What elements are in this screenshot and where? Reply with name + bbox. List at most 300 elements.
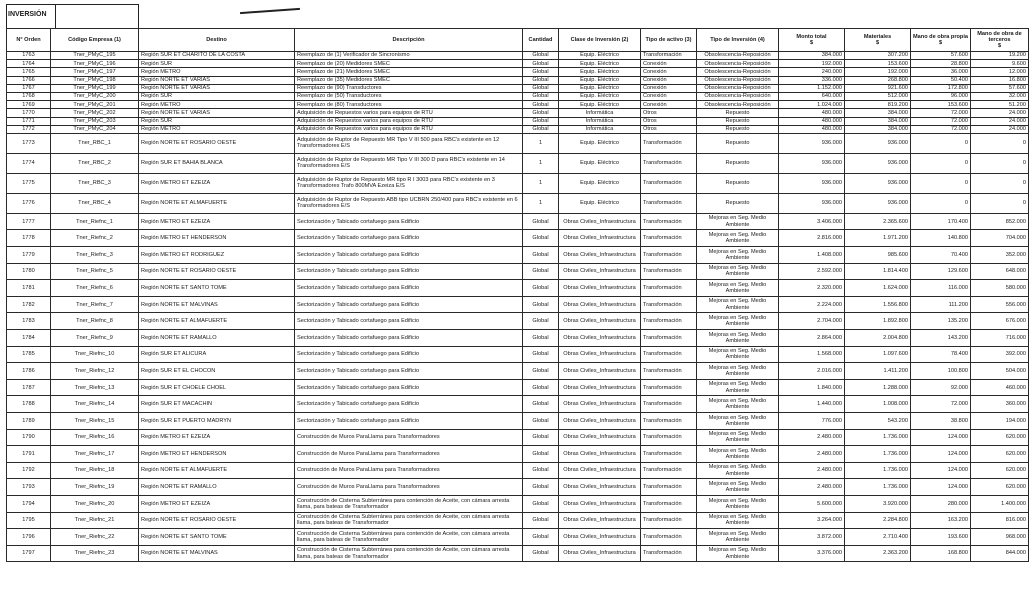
table-cell: Región NORTE ET VARIAS	[139, 109, 295, 117]
table-cell: Sectorización y Tabicado cortafuego para Edificio	[295, 363, 523, 380]
table-cell: 819.200	[845, 101, 911, 109]
table-cell: Tner_PMyC_203	[51, 117, 139, 125]
table-cell: Global	[523, 230, 559, 247]
table-cell: Equip. Eléctrico	[559, 133, 641, 153]
column-header-label: Mano de obra de terceros	[977, 30, 1022, 43]
table-row	[7, 512, 1029, 529]
table-cell: Transformación	[641, 247, 697, 264]
table-cell: 24.000	[971, 117, 1029, 125]
table-cell: Región NORTE ET MALVINAS	[139, 296, 295, 313]
table-cell: Adquisición de Ruptor de Repuesto MR Tipo V III 300 D para RBC's existente en 14 Transformadores E/S	[295, 153, 523, 173]
table-cell: 1.152.000	[779, 84, 845, 92]
table-cell: 921.600	[845, 84, 911, 92]
table-cell: Transformación	[641, 193, 697, 213]
table-cell: Construcción de Muros ParaLlama para Transformadores	[295, 429, 523, 446]
column-header-unit: $	[809, 40, 814, 46]
table-cell: 2.592.000	[779, 263, 845, 280]
table-cell: 2.480.000	[779, 429, 845, 446]
table-cell: 153.600	[845, 60, 911, 68]
table-cell: Mejoras en Seg. Medio Ambiente	[697, 379, 779, 396]
table-cell: 32.000	[971, 92, 1029, 100]
table-cell: 2.864.000	[779, 330, 845, 347]
table-cell: 1777	[7, 213, 51, 230]
table-row	[7, 462, 1029, 479]
column-header-label: Código Empresa (1)	[68, 36, 121, 43]
table-cell: 135.200	[911, 313, 971, 330]
table-cell: Región SUR ET CHOELE CHOEL	[139, 379, 295, 396]
table-cell: Transformación	[641, 529, 697, 546]
table-cell: Tner_Riefnc_8	[51, 313, 139, 330]
table-cell: Adquisición de Ruptor de Repuesto MR Tipo V III 500 para RBC's existente en 12 Transformadores E/S	[295, 133, 523, 153]
table-cell: 1770	[7, 109, 51, 117]
table-cell: 57.600	[971, 84, 1029, 92]
table-cell: 2.710.400	[845, 529, 911, 546]
table-cell: Región SUR	[139, 60, 295, 68]
table-cell: 1774	[7, 153, 51, 173]
table-cell: 620.000	[971, 446, 1029, 463]
table-cell: 16.800	[971, 76, 1029, 84]
table-cell: Sectorización y Tabicado cortafuego para Edificio	[295, 280, 523, 297]
table-cell: Tner_Riefnc_1	[51, 213, 139, 230]
table-cell: Región NORTE ET VARIAS	[139, 76, 295, 84]
column-header	[559, 29, 641, 52]
table-cell: Mejoras en Seg. Medio Ambiente	[697, 213, 779, 230]
table-cell: Transformación	[641, 396, 697, 413]
table-cell: 168.800	[911, 545, 971, 562]
table-cell: Región METRO	[139, 125, 295, 133]
table-cell: Transformación	[641, 213, 697, 230]
table-cell: 1.840.000	[779, 379, 845, 396]
column-header-label: Destino	[206, 36, 227, 43]
table-cell: Reemplazo de (50) Transductores	[295, 92, 523, 100]
table-cell: Sectorización y Tabicado cortafuego para Edificio	[295, 330, 523, 347]
table-cell: Tner_Riefnc_23	[51, 545, 139, 562]
table-cell: Reemplazo de (80) Transductores	[295, 101, 523, 109]
table-cell: 1796	[7, 529, 51, 546]
table-cell: Obsolescencia-Reposición	[697, 92, 779, 100]
table-row	[7, 76, 1029, 84]
table-cell: Transformación	[641, 413, 697, 430]
table-cell: Equip. Eléctrico	[559, 92, 641, 100]
table-cell: Repuesto	[697, 193, 779, 213]
table-cell: 1.288.000	[845, 379, 911, 396]
table-row	[7, 545, 1029, 562]
column-header-unit: $	[938, 40, 943, 46]
table-cell: Adquisición de Repuestos varios para equipos de RTU	[295, 117, 523, 125]
column-header	[295, 29, 523, 52]
table-cell: Obras Civiles_Infraestructura	[559, 462, 641, 479]
table-cell: 194.000	[971, 413, 1029, 430]
table-cell: Global	[523, 84, 559, 92]
table-cell: 1.008.000	[845, 396, 911, 413]
table-row	[7, 52, 1029, 60]
table-cell: Global	[523, 479, 559, 496]
table-cell: Obsolescencia-Reposición	[697, 84, 779, 92]
table-row	[7, 193, 1029, 213]
table-cell: Región SUR ET ALICURA	[139, 346, 295, 363]
table-cell: Tner_RBC_4	[51, 193, 139, 213]
table-cell: 936.000	[779, 133, 845, 153]
table-cell: Transformación	[641, 330, 697, 347]
table-cell: 0	[971, 133, 1029, 153]
table-cell: 1	[523, 193, 559, 213]
table-cell: Repuesto	[697, 133, 779, 153]
table-cell: Transformación	[641, 280, 697, 297]
table-cell: Región METRO ET HENDERSON	[139, 230, 295, 247]
column-header-label: Tipo de activo (3)	[645, 36, 692, 43]
table-cell: Conexión	[641, 84, 697, 92]
table-cell: Equip. Eléctrico	[559, 153, 641, 173]
table-cell: Sectorización y Tabicado cortafuego para Edificio	[295, 263, 523, 280]
table-cell: Obras Civiles_Infraestructura	[559, 263, 641, 280]
table-cell: 556.000	[971, 296, 1029, 313]
table-row	[7, 396, 1029, 413]
table-cell: 192.000	[845, 68, 911, 76]
table-cell: 172.800	[911, 84, 971, 92]
table-cell: Mejoras en Seg. Medio Ambiente	[697, 247, 779, 264]
table-cell: Construcción de Cisterna Subterránea para contención de Aceite, con cámara arresta llama, para bateas de Transformador	[295, 512, 523, 529]
table-cell: Transformación	[641, 545, 697, 562]
table-cell: 580.000	[971, 280, 1029, 297]
table-cell: 1.624.000	[845, 280, 911, 297]
table-cell: Mejoras en Seg. Medio Ambiente	[697, 512, 779, 529]
table-cell: Transformación	[641, 296, 697, 313]
table-cell: Tner_Riefnc_15	[51, 413, 139, 430]
pen-mark	[240, 8, 300, 14]
table-cell: Adquisición de Repuestos varios para equipos de RTU	[295, 109, 523, 117]
table-cell: Global	[523, 545, 559, 562]
table-cell: 2.480.000	[779, 446, 845, 463]
table-cell: Región SUR ET BAHIA BLANCA	[139, 153, 295, 173]
table-cell: Obras Civiles_Infraestructura	[559, 363, 641, 380]
table-cell: 36.000	[911, 68, 971, 76]
table-cell: Obsolescencia-Reposición	[697, 76, 779, 84]
table-cell: 72.000	[911, 117, 971, 125]
table-row	[7, 247, 1029, 264]
table-cell: 1783	[7, 313, 51, 330]
table-cell: 620.000	[971, 429, 1029, 446]
table-cell: Obras Civiles_Infraestructura	[559, 396, 641, 413]
table-cell: Transformación	[641, 446, 697, 463]
table-cell: Global	[523, 330, 559, 347]
table-cell: 72.000	[911, 109, 971, 117]
table-cell: 512.000	[845, 92, 911, 100]
table-cell: 1780	[7, 263, 51, 280]
table-cell: 0	[911, 173, 971, 193]
table-cell: 24.000	[971, 125, 1029, 133]
table-cell: Construcción de Muros ParaLlama para Transformadores	[295, 446, 523, 463]
table-cell: Región SUR ET CHARITO DE LA COSTA	[139, 52, 295, 60]
table-cell: Transformación	[641, 363, 697, 380]
table-cell: 384.000	[845, 117, 911, 125]
table-cell: 1781	[7, 280, 51, 297]
table-cell: Repuesto	[697, 173, 779, 193]
table-cell: Global	[523, 363, 559, 380]
table-cell: Global	[523, 512, 559, 529]
table-cell: Sectorización y Tabicado cortafuego para Edificio	[295, 379, 523, 396]
table-cell: Repuesto	[697, 117, 779, 125]
column-header-label: Clase de Inversión (2)	[570, 36, 629, 43]
table-cell: Global	[523, 346, 559, 363]
table-cell: 307.200	[845, 52, 911, 60]
table-cell: Tner_Riefnc_21	[51, 512, 139, 529]
table-cell: Tner_Riefnc_16	[51, 429, 139, 446]
table-cell: Reemplazo de (90) Transductores	[295, 84, 523, 92]
table-cell: 2.480.000	[779, 462, 845, 479]
table-cell: Repuesto	[697, 125, 779, 133]
table-cell: Transformación	[641, 313, 697, 330]
table-cell: 352.000	[971, 247, 1029, 264]
table-cell: 936.000	[845, 153, 911, 173]
table-cell: Mejoras en Seg. Medio Ambiente	[697, 413, 779, 430]
table-cell: 1766	[7, 76, 51, 84]
table-cell: 280.000	[911, 495, 971, 512]
table-cell: Equip. Eléctrico	[559, 76, 641, 84]
table-cell: Región METRO ET RODRIGUEZ	[139, 247, 295, 264]
table-cell: Región SUR	[139, 92, 295, 100]
table-row	[7, 446, 1029, 463]
column-header	[779, 29, 845, 52]
table-cell: 480.000	[779, 125, 845, 133]
table-cell: Global	[523, 117, 559, 125]
table-cell: 57.600	[911, 52, 971, 60]
table-cell: Construcción de Muros ParaLlama para Transformadores	[295, 479, 523, 496]
table-cell: Mejoras en Seg. Medio Ambiente	[697, 230, 779, 247]
table-cell: Global	[523, 413, 559, 430]
table-cell: 504.000	[971, 363, 1029, 380]
table-row	[7, 429, 1029, 446]
table-cell: Reemplazo de (35) Medidores SMEC	[295, 76, 523, 84]
table-cell: Tner_RBC_1	[51, 133, 139, 153]
table-cell: Global	[523, 280, 559, 297]
table-cell: Obras Civiles_Infraestructura	[559, 247, 641, 264]
table-cell: Obras Civiles_Infraestructura	[559, 413, 641, 430]
table-cell: 2.320.000	[779, 280, 845, 297]
table-cell: Construcción de Muros ParaLlama para Transformadores	[295, 462, 523, 479]
table-cell: Informática	[559, 117, 641, 125]
table-cell: 19.200	[971, 52, 1029, 60]
table-cell: Conexión	[641, 60, 697, 68]
table-cell: Transformación	[641, 462, 697, 479]
table-cell: Equip. Eléctrico	[559, 101, 641, 109]
table-cell: 3.872.000	[779, 529, 845, 546]
table-cell: Informática	[559, 109, 641, 117]
table-row	[7, 263, 1029, 280]
table-cell: Transformación	[641, 263, 697, 280]
column-header-unit: $	[997, 43, 1002, 50]
table-cell: Transformación	[641, 52, 697, 60]
table-cell: 1772	[7, 125, 51, 133]
table-cell: Global	[523, 52, 559, 60]
table-cell: Global	[523, 495, 559, 512]
column-header	[911, 29, 971, 52]
table-cell: Mejoras en Seg. Medio Ambiente	[697, 446, 779, 463]
table-cell: Obras Civiles_Infraestructura	[559, 479, 641, 496]
table-cell: Transformación	[641, 495, 697, 512]
table-cell: Mejoras en Seg. Medio Ambiente	[697, 462, 779, 479]
table-cell: 2.363.200	[845, 545, 911, 562]
column-header-unit: $	[875, 40, 880, 46]
table-cell: Global	[523, 462, 559, 479]
table-cell: Obsolescencia-Reposición	[697, 101, 779, 109]
table-cell: 1.736.000	[845, 446, 911, 463]
column-header-label: Cantidad	[528, 36, 553, 43]
table-row	[7, 125, 1029, 133]
table-cell: Tner_Riefnc_2	[51, 230, 139, 247]
table-cell: Obras Civiles_Infraestructura	[559, 346, 641, 363]
table-cell: Tner_PMyC_201	[51, 101, 139, 109]
table-row	[7, 296, 1029, 313]
table-cell: 648.000	[971, 263, 1029, 280]
table-cell: Tner_Riefnc_10	[51, 346, 139, 363]
table-cell: Sectorización y Tabicado cortafuego para Edificio	[295, 346, 523, 363]
table-row	[7, 495, 1029, 512]
column-header-label: Mano de obra propia	[913, 33, 969, 40]
table-cell: 1763	[7, 52, 51, 60]
table-cell: Región METRO ET EZEIZA	[139, 173, 295, 193]
table-cell: Tner_Riefnc_22	[51, 529, 139, 546]
table-row	[7, 92, 1029, 100]
table-cell: Global	[523, 396, 559, 413]
table-cell: Construcción de Cisterna Subterránea para contención de Aceite, con cámara arresta llama, para bateas de Transformador	[295, 495, 523, 512]
table-cell: Global	[523, 68, 559, 76]
table-cell: 1	[523, 173, 559, 193]
table-cell: 1.440.000	[779, 396, 845, 413]
table-cell: 140.800	[911, 230, 971, 247]
table-cell: 1773	[7, 133, 51, 153]
table-cell: Región SUR ET MACACHIN	[139, 396, 295, 413]
table-cell: 0	[971, 173, 1029, 193]
table-cell: 0	[971, 193, 1029, 213]
table-cell: Tner_Riefnc_17	[51, 446, 139, 463]
table-cell: 153.600	[911, 101, 971, 109]
table-cell: 1764	[7, 60, 51, 68]
table-cell: 336.000	[779, 76, 845, 84]
table-cell: Obras Civiles_Infraestructura	[559, 495, 641, 512]
table-cell: Tner_Riefnc_3	[51, 247, 139, 264]
column-header	[971, 29, 1029, 52]
table-cell: Obras Civiles_Infraestructura	[559, 313, 641, 330]
table-cell: Global	[523, 60, 559, 68]
table-cell: Obras Civiles_Infraestructura	[559, 512, 641, 529]
column-header-label: N° Orden	[16, 36, 41, 43]
table-cell: Conexión	[641, 76, 697, 84]
table-cell: 1794	[7, 495, 51, 512]
table-cell: 2.004.800	[845, 330, 911, 347]
table-cell: 240.000	[779, 68, 845, 76]
table-cell: Global	[523, 446, 559, 463]
table-cell: Sectorización y Tabicado cortafuego para Edificio	[295, 296, 523, 313]
table-cell: Región NORTE ET ALMAFUERTE	[139, 462, 295, 479]
table-cell: 193.600	[911, 529, 971, 546]
table-row	[7, 346, 1029, 363]
table-cell: 143.200	[911, 330, 971, 347]
table-cell: 1789	[7, 413, 51, 430]
table-cell: Transformación	[641, 133, 697, 153]
table-cell: 268.800	[845, 76, 911, 84]
table-cell: Global	[523, 109, 559, 117]
table-cell: Global	[523, 296, 559, 313]
table-cell: 392.000	[971, 346, 1029, 363]
table-cell: 936.000	[779, 153, 845, 173]
table-cell: Región NORTE ET ROSARIO OESTE	[139, 512, 295, 529]
table-cell: Transformación	[641, 346, 697, 363]
table-cell: 936.000	[845, 193, 911, 213]
table-cell: 1775	[7, 173, 51, 193]
table-cell: Mejoras en Seg. Medio Ambiente	[697, 280, 779, 297]
table-row	[7, 413, 1029, 430]
table-cell: 480.000	[779, 117, 845, 125]
table-cell: Tner_PMyC_197	[51, 68, 139, 76]
table-cell: 0	[911, 193, 971, 213]
table-cell: Construcción de Cisterna Subterránea para contención de Aceite, con cámara arresta llama, para bateas de Transformador	[295, 529, 523, 546]
table-cell: 5.600.000	[779, 495, 845, 512]
table-row	[7, 529, 1029, 546]
table-cell: Obras Civiles_Infraestructura	[559, 379, 641, 396]
table-cell: 1.568.000	[779, 346, 845, 363]
table-cell: 2.816.000	[779, 230, 845, 247]
table-cell: 124.000	[911, 446, 971, 463]
column-header-label: Descripción	[392, 36, 425, 43]
table-cell: 3.264.000	[779, 512, 845, 529]
table-cell: 1797	[7, 545, 51, 562]
table-cell: Tner_PMyC_202	[51, 109, 139, 117]
table-cell: Mejoras en Seg. Medio Ambiente	[697, 396, 779, 413]
header-row	[7, 29, 1029, 52]
table-cell: 936.000	[779, 193, 845, 213]
table-cell: Conexión	[641, 92, 697, 100]
table-cell: Adquisición de Ruptor de Repuesto ABB tipo UCBRN 250/400 para RBC's existente en 6 Transformadores E/S	[295, 193, 523, 213]
table-cell: Equip. Eléctrico	[559, 84, 641, 92]
table-cell: Construcción de Cisterna Subterránea para contención de Aceite, con cámara arresta llama, para bateas de Transformador	[295, 545, 523, 562]
table-cell: 1771	[7, 117, 51, 125]
column-header-label: Materiales	[863, 33, 892, 40]
table-cell: 1788	[7, 396, 51, 413]
table-cell: Reemplazo de (20) Medidores SMEC	[295, 60, 523, 68]
table-cell: 0	[911, 153, 971, 173]
table-cell: 640.000	[779, 92, 845, 100]
table-cell: Global	[523, 529, 559, 546]
table-cell: Sectorización y Tabicado cortafuego para Edificio	[295, 313, 523, 330]
table-cell: 620.000	[971, 479, 1029, 496]
table-cell: Región SUR ET PUERTO MADRYN	[139, 413, 295, 430]
table-cell: 936.000	[845, 133, 911, 153]
table-cell: Sectorización y Tabicado cortafuego para Edificio	[295, 230, 523, 247]
column-header	[845, 29, 911, 52]
table-row	[7, 230, 1029, 247]
table-cell: Región NORTE ET ROSARIO OESTE	[139, 133, 295, 153]
table-cell: 96.000	[911, 92, 971, 100]
table-cell: 9.600	[971, 60, 1029, 68]
table-cell: 1786	[7, 363, 51, 380]
table-cell: 620.000	[971, 462, 1029, 479]
table-cell: 24.000	[971, 109, 1029, 117]
table-cell: 38.800	[911, 413, 971, 430]
table-cell: Tner_PMyC_196	[51, 60, 139, 68]
table-cell: 460.000	[971, 379, 1029, 396]
table-cell: Otros	[641, 109, 697, 117]
table-cell: 12.000	[971, 68, 1029, 76]
table-row	[7, 479, 1029, 496]
table-cell: 170.400	[911, 213, 971, 230]
table-cell: 543.200	[845, 413, 911, 430]
table-cell: Mejoras en Seg. Medio Ambiente	[697, 263, 779, 280]
table-cell: Mejoras en Seg. Medio Ambiente	[697, 296, 779, 313]
table-row	[7, 280, 1029, 297]
table-cell: Equip. Eléctrico	[559, 60, 641, 68]
table-body	[7, 52, 1029, 562]
table-cell: 1.556.800	[845, 296, 911, 313]
